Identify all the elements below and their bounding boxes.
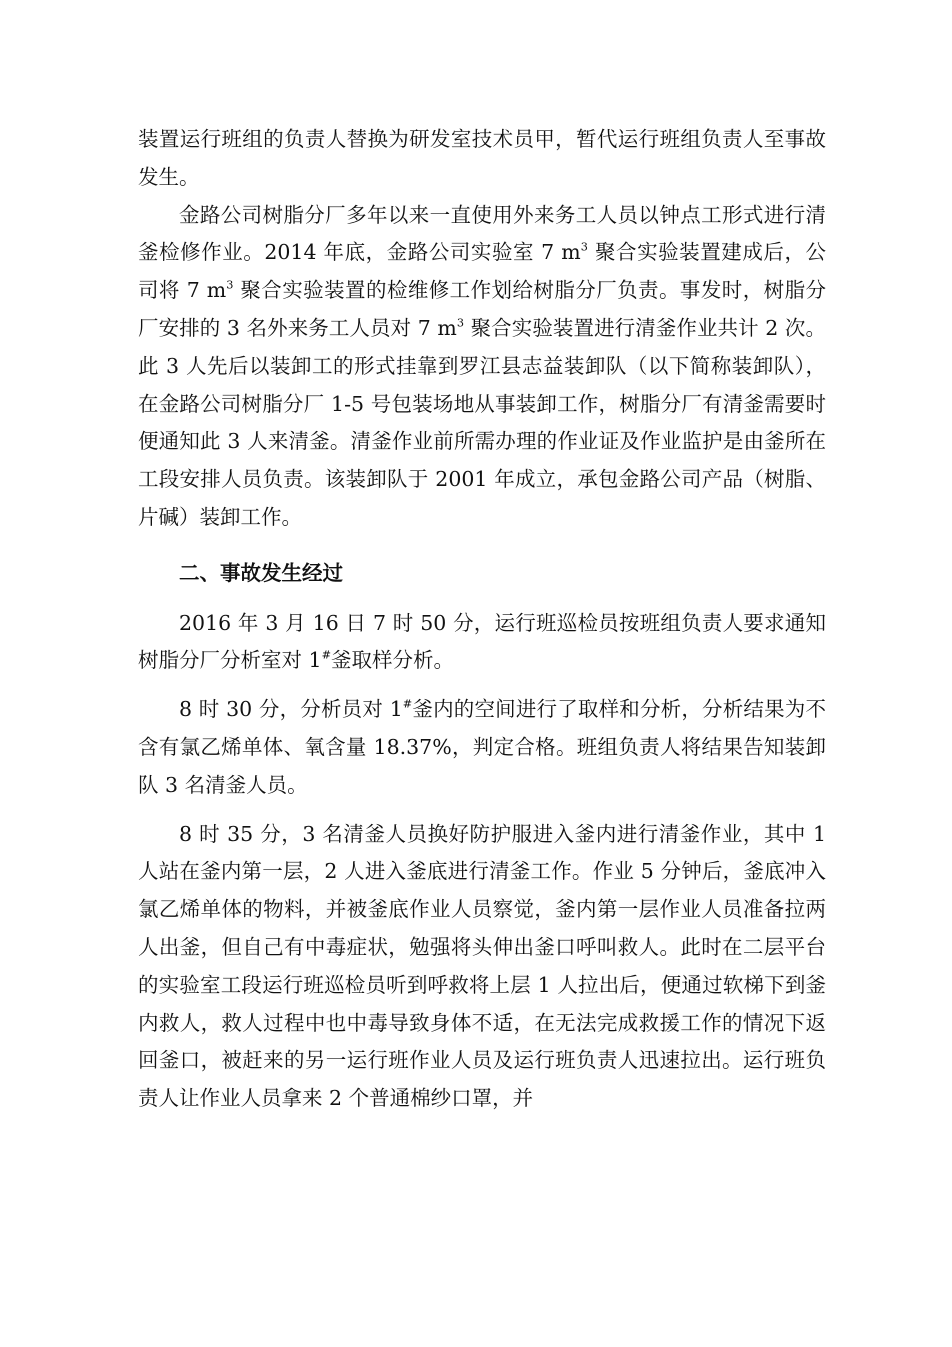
document-page	[138, 121, 826, 1118]
superscript-number-sign: #	[321, 648, 332, 662]
superscript-cubic: 3	[226, 278, 234, 292]
paragraph-sampling-result: 8 时 30 分，分析员对 1#釜内的空间进行了取样和分析，分析结果为不含有氯乙烯单体、氧含量 18.37%，判定合格。班组负责人将结果告知装卸队 3 名清釜人员。	[138, 697, 826, 797]
paragraph-background: 金路公司树脂分厂多年以来一直使用外来务工人员以钟点工形式进行清釜检修作业。2014 年底，金路公司实验室 7 $m^3$ 聚合实验装置建成后，公司将 7 $m^3$ 聚合实验装置的检维修工作划给树脂分厂负责。事发时，树脂分厂安排的 3 名外来务工人员对 7 $m^3$ 聚合实验装置进行清釜作业共计 2 次。此 3 人先后以装卸工的形式挂靠到罗江县志益装卸队（以下简称装卸队），在金路公司树脂分厂 1-5 号包装场地从事装卸工作，树脂分厂有清釜需要时便通知此 3 人来清釜。清釜作业前所需办理的作业证及作业监护是由釜所在工段安排人员负责。该装卸队于 2001 年成立，承包金路公司产品（树脂、片碱）装卸工作。	[138, 202, 827, 529]
paragraph-continuation: 装置运行班组的负责人替换为研发室技术员甲，暂代运行班组负责人至事故发生。	[138, 127, 826, 189]
superscript-cubic: 3	[456, 316, 465, 330]
superscript-number-sign: #	[402, 697, 413, 711]
section-heading: 二、事故发生经过	[179, 560, 343, 585]
paragraph-accident-process: 8 时 35 分，3 名清釜人员换好防护服进入釜内进行清釜作业，其中 1 人站在釜内第一层，2 人进入釜底进行清釜工作。作业 5 分钟后，釜底冲入氯乙烯单体的物料，并被釜底作业人员察觉，釜内第一层作业人员准备拉两人出釜，但自己有中毒症状，勉强将头伸出釜口呼叫救人。此时在二层平台的实验室工段运行班巡检员听到呼救将上层 1 人拉出后，便通过软梯下到釜内救人，救人过程中也中毒导致身体不适，在无法完成救援工作的情况下返回釜口，被赶来的另一运行班作业人员及运行班负责人迅速拉出。运行班负责人让作业人员拿来 2 个普通棉纱口罩，并	[138, 821, 826, 1111]
paragraph-sampling-notice: 2016 年 3 月 16 日 7 时 50 分，运行班巡检员按班组负责人要求通知树脂分厂分析室对 1#釜取样分析。	[138, 610, 826, 673]
superscript-cubic: 3	[580, 240, 588, 254]
